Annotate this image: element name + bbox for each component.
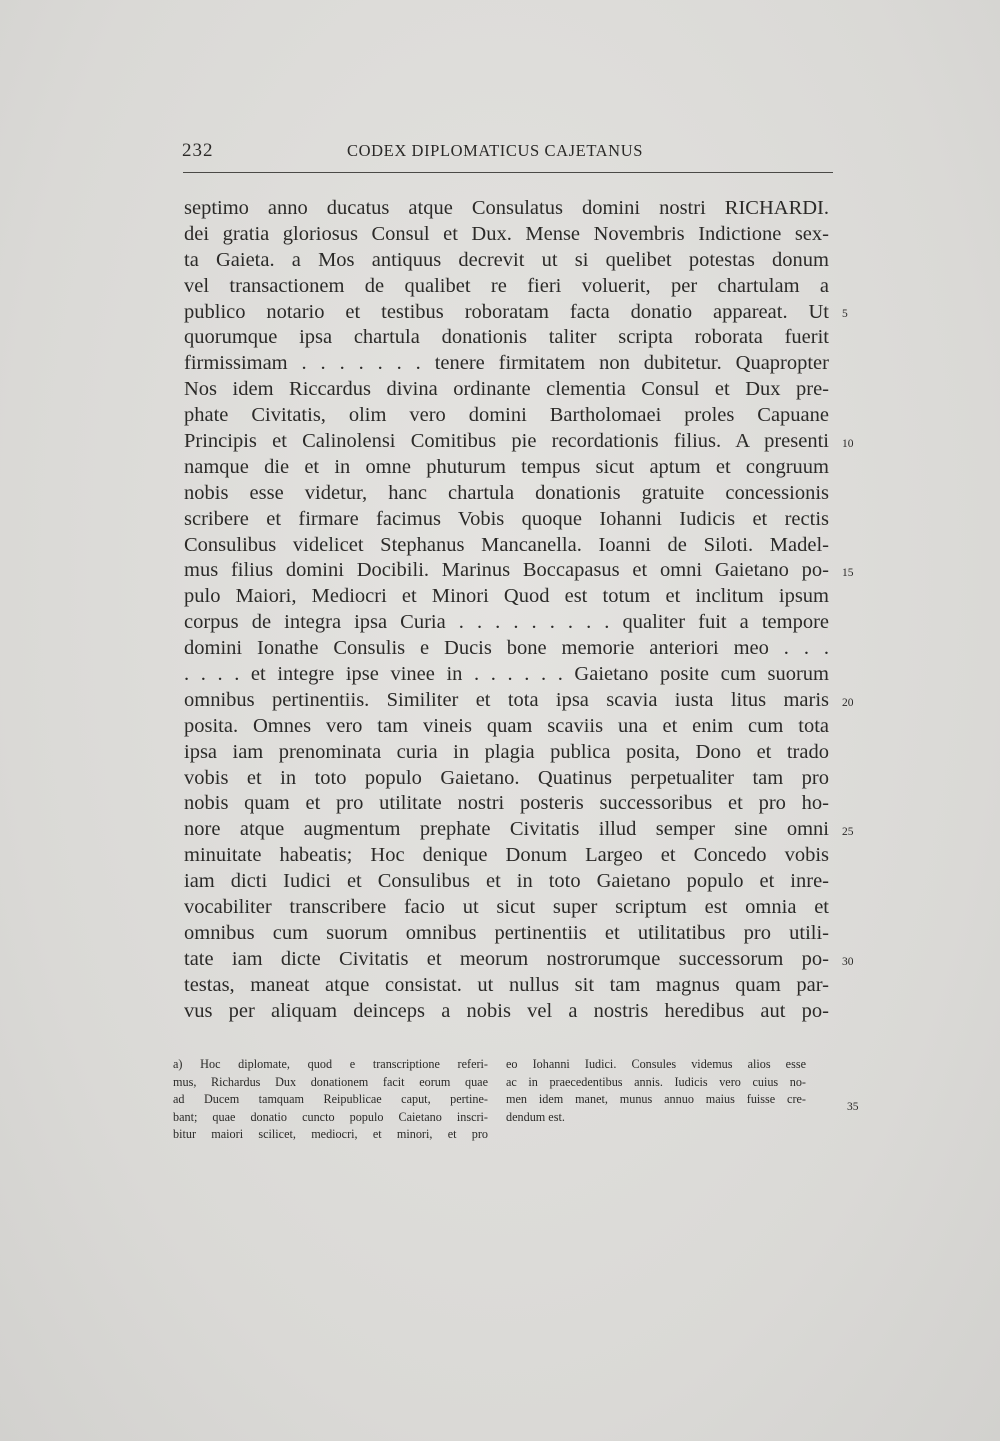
footnote-line: ac in praecedentibus annis. Iudicis vero cuius no- xyxy=(506,1074,806,1089)
footnote-line: mus, Richardus Dux donationem facit eorum quae xyxy=(173,1074,488,1089)
text-line: Nos idem Riccardus divina ordinante clementia Consul et Dux pre- xyxy=(184,378,829,401)
text-line: nobis quam et pro utilitate nostri posteris successoribus et pro ho- xyxy=(184,792,829,815)
text-line: vocabiliter transcribere facio ut sicut super scriptum est omnia et xyxy=(184,896,829,919)
footnote-column-left xyxy=(173,1056,488,1144)
text-line: dei gratia gloriosus Consul et Dux. Mense Novembris Indictione sex- xyxy=(184,222,829,245)
text-line: omnibus cum suorum omnibus pertinentiis et utilitatibus pro utili- xyxy=(184,921,829,944)
text-line: vus per aliquam deinceps a nobis vel a nostris heredibus aut po- xyxy=(184,999,829,1022)
text-line: quorumque ipsa chartula donationis taliter scripta roborata fuerit xyxy=(184,326,829,349)
line-number: 15 xyxy=(842,567,854,579)
footnote-line: men idem manet, munus annuo maius fuisse cre- xyxy=(506,1092,806,1106)
footnote-line-number: 35 xyxy=(847,1101,859,1113)
footnote-line: bant; quae donatio cuncto populo Caietano inscri- xyxy=(173,1109,488,1124)
text-line: iam dicti Iudici et Consulibus et in toto Gaietano populo et inre- xyxy=(184,870,829,893)
footnote-line: ad Ducem tamquam Reipublicae caput, pertine- xyxy=(173,1092,488,1106)
text-line: nobis esse videtur, hanc chartula donationis gratuite concessionis xyxy=(184,481,829,504)
text-line: namque die et in omne phuturum tempus sicut aptum et congruum xyxy=(184,455,829,478)
text-line: publico notario et testibus roboratam facta donatio appareat. Ut xyxy=(184,300,829,323)
text-line: phate Civitatis, olim vero domini Bartholomaei proles Capuane xyxy=(184,404,829,427)
footnote-line: dendum est. xyxy=(506,1109,565,1124)
text-line: corpus de integra ipsa Curia . . . . . . . . . qualiter fuit a tempore xyxy=(184,611,829,634)
text-line: scribere et firmare facimus Vobis quoque Iohanni Iudicis et rectis xyxy=(184,507,829,530)
body-text xyxy=(184,196,829,1025)
text-line: nore atque augmentum prephate Civitatis illud semper sine omni xyxy=(184,818,829,841)
text-line: omnibus pertinentiis. Similiter et tota ipsa scavia iusta litus maris xyxy=(184,688,829,711)
text-line: tate iam dicte Civitatis et meorum nostrorumque successorum po- xyxy=(184,947,829,970)
text-line: Principis et Calinolensi Comitibus pie recordationis filius. A presenti xyxy=(184,430,829,453)
text-line: ta Gaieta. a Mos antiquus decrevit ut si quelibet potestas donum xyxy=(184,248,829,271)
text-line: domini Ionathe Consulis e Ducis bone memorie anteriori meo . . . xyxy=(184,637,829,660)
text-line: pulo Maiori, Mediocri et Minori Quod est totum et inclitum ipsum xyxy=(184,585,829,608)
line-number: 25 xyxy=(842,826,854,838)
footnote-line: bitur maiori scilicet, mediocri, et minori, et pro xyxy=(173,1127,488,1141)
text-line: vel transactionem de qualibet re fieri voluerit, per chartulam a xyxy=(184,274,829,297)
text-line: septimo anno ducatus atque Consulatus domini nostri RICHARDI. xyxy=(184,197,829,219)
text-line: . . . . et integre ipse vinee in . . . . . . Gaietano posite cum suorum xyxy=(184,663,829,686)
header-rule xyxy=(183,172,833,173)
footnote-line: eo Iohanni Iudici. Consules videmus alios esse xyxy=(506,1057,806,1071)
text-line: posita. Omnes vero tam vineis quam scaviis una et enim cum tota xyxy=(184,714,829,737)
page-number: 232 xyxy=(182,140,214,161)
text-line: testas, maneat atque consistat. ut nullus sit tam magnus quam par- xyxy=(184,973,829,996)
line-number: 5 xyxy=(842,308,848,320)
text-line: mus filius domini Docibili. Marinus Boccapasus et omni Gaietano po- xyxy=(184,559,829,582)
text-line: Consulibus videlicet Stephanus Mancanella. Ioanni de Siloti. Madel- xyxy=(184,533,829,556)
line-number: 30 xyxy=(842,956,854,968)
line-number: 10 xyxy=(842,438,854,450)
running-head xyxy=(182,140,837,170)
text-line: ipsa iam prenominata curia in plagia publica posita, Dono et trado xyxy=(184,740,829,763)
running-title: CODEX DIPLOMATICUS CAJETANUS xyxy=(347,141,643,160)
text-line: firmissimam . . . . . . . tenere firmitatem non dubitetur. Quapropter xyxy=(184,352,829,375)
footnote-column-right xyxy=(506,1056,806,1126)
footnote-line: a) Hoc diplomate, quod e transcriptione referi- xyxy=(173,1057,488,1071)
line-number: 20 xyxy=(842,697,854,709)
text-line: vobis et in toto populo Gaietano. Quatinus perpetualiter tam pro xyxy=(184,766,829,789)
text-line: minuitate habeatis; Hoc denique Donum Largeo et Concedo vobis xyxy=(184,844,829,867)
